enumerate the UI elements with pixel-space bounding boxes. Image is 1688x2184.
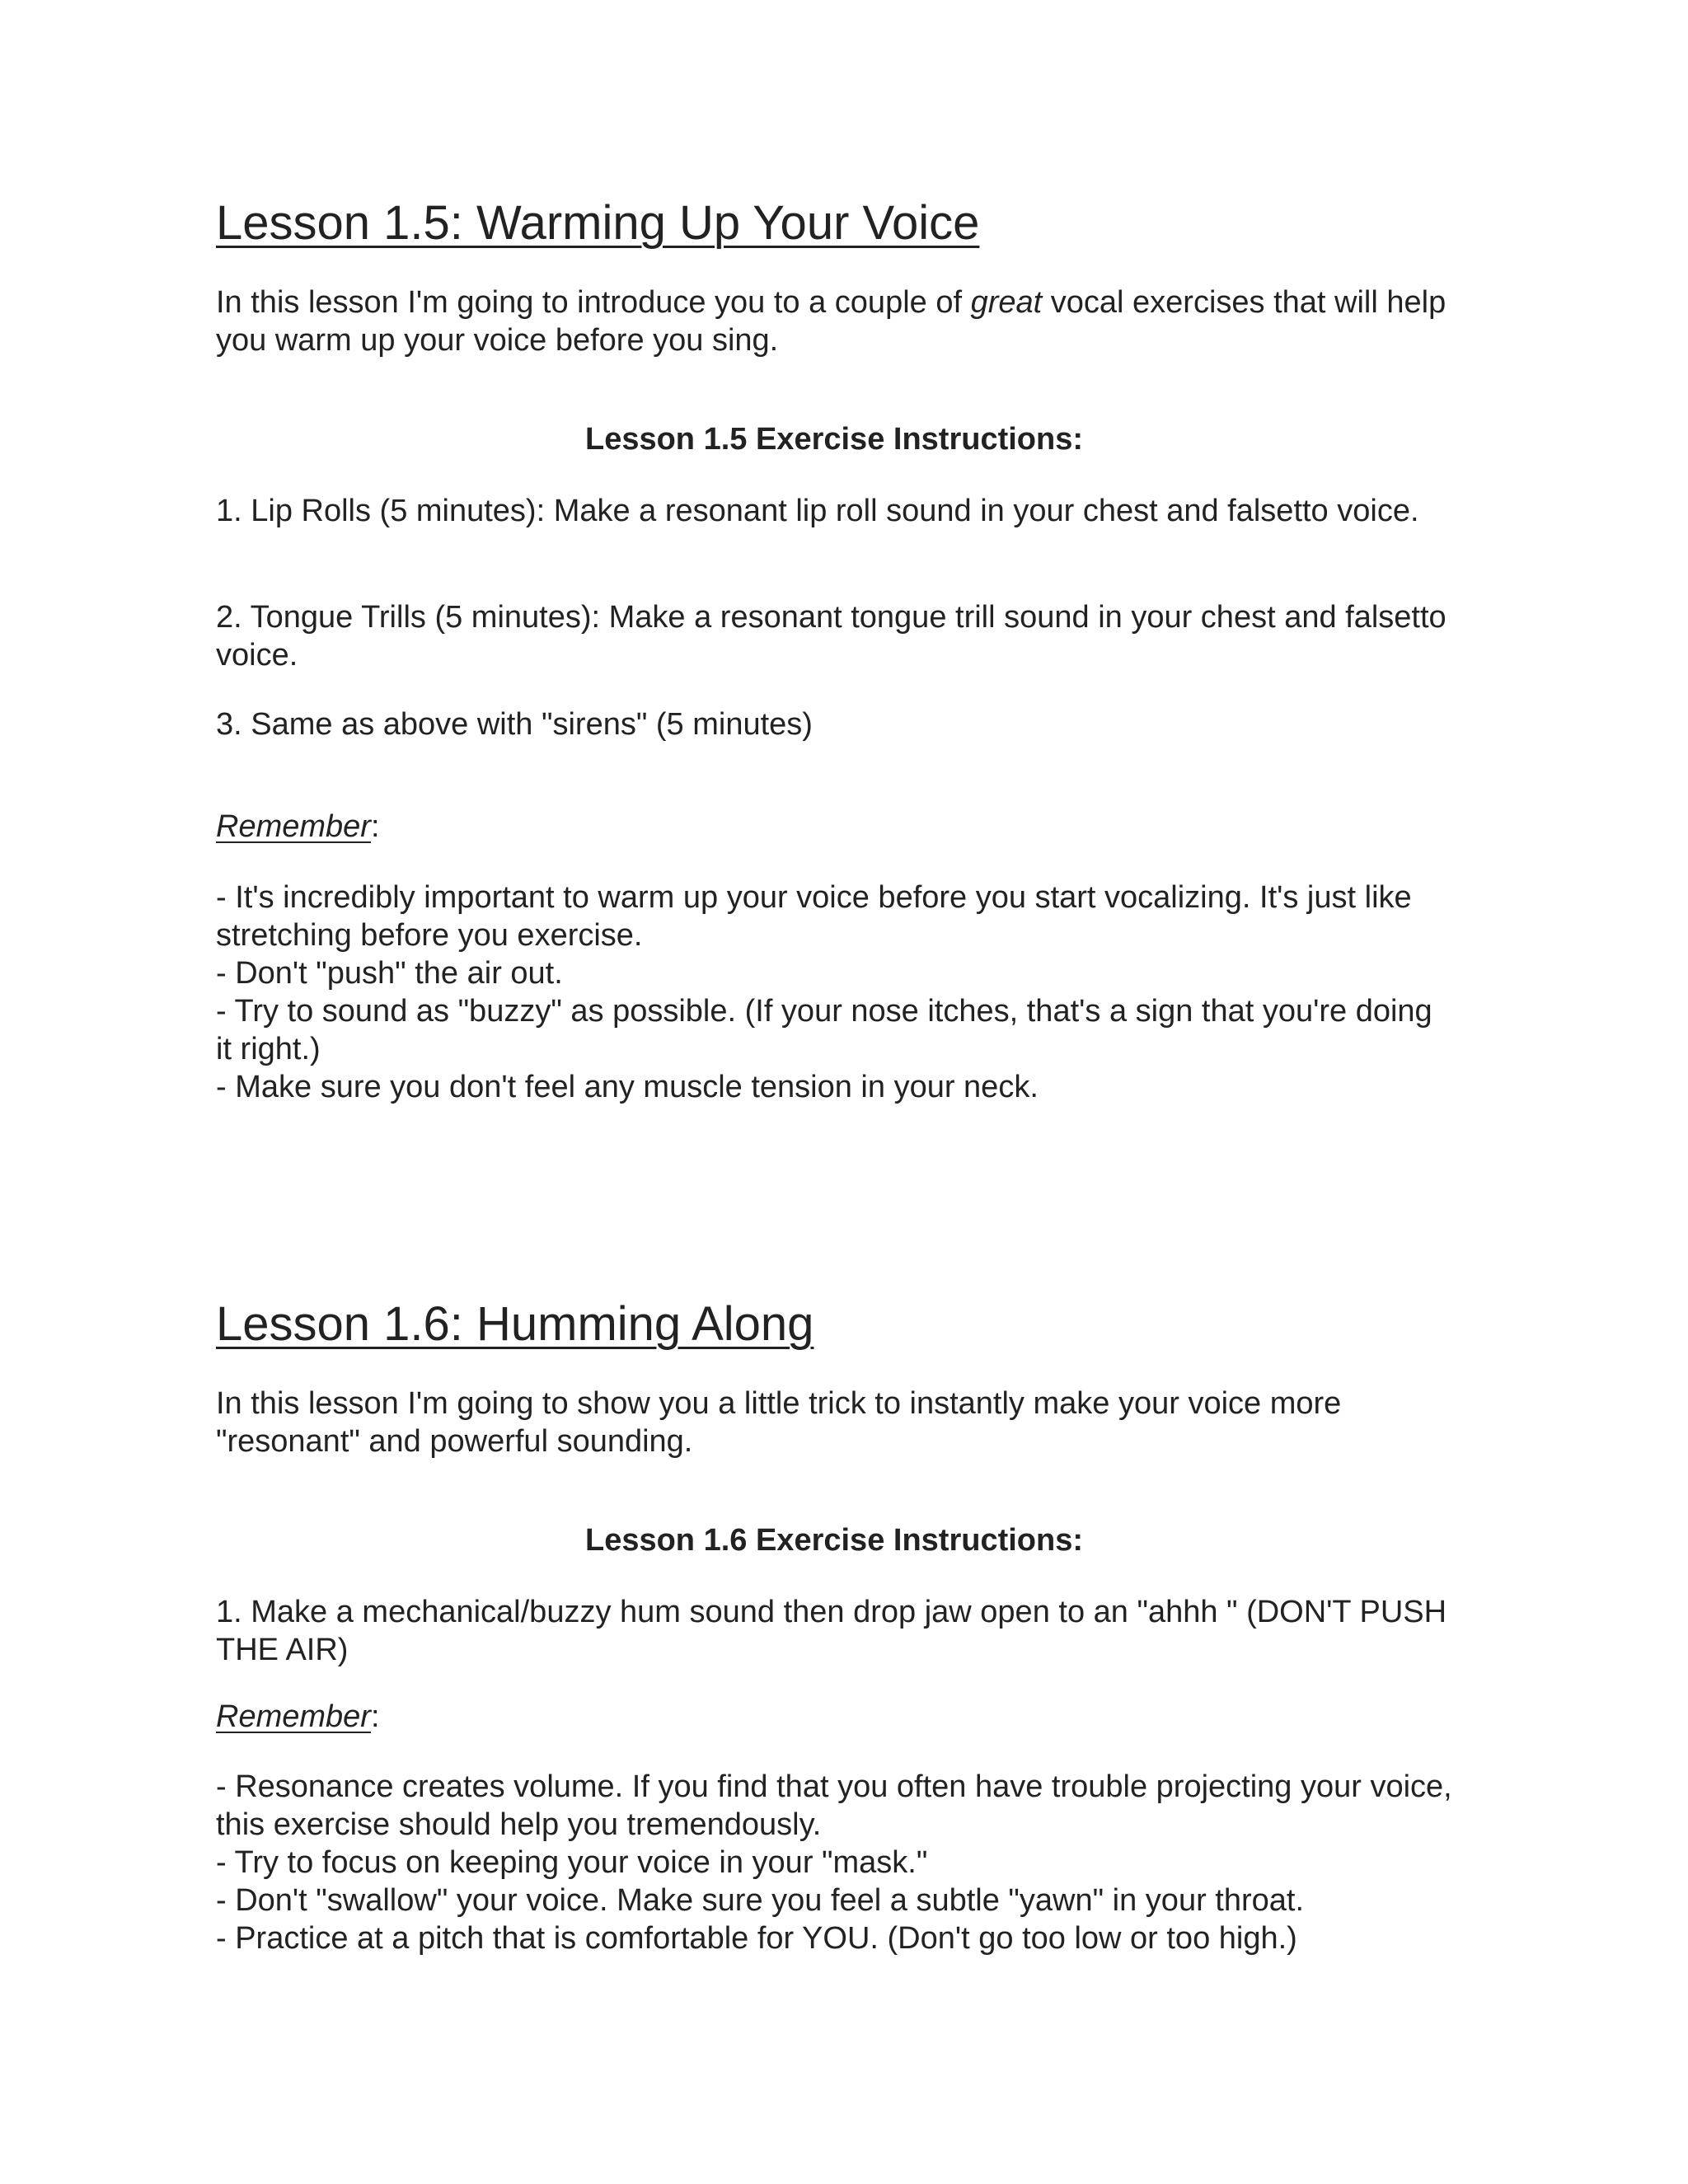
remember-colon: : xyxy=(370,809,380,844)
lesson-1-5-tips xyxy=(216,879,1452,1106)
intro-emphasis: great xyxy=(970,285,1043,320)
lesson-1-5-step-1: 1. Lip Rolls (5 minutes): Make a resonant lip roll sound in your chest and falsetto voice. xyxy=(216,494,1419,528)
remember-word: Remember xyxy=(216,1699,371,1734)
lesson-1-5-remember-label xyxy=(216,808,1452,846)
lesson-1-6-remember-label xyxy=(216,1698,1452,1736)
tip-item: - Practice at a pitch that is comfortable for YOU. (Don't go too low or too high.) xyxy=(216,1921,1297,1956)
remember-word: Remember xyxy=(216,809,371,844)
intro-text-part: In this lesson I'm going to introduce you to a couple of xyxy=(216,285,971,320)
lesson-1-6-title: Lesson 1.6: Humming Along xyxy=(216,1297,814,1351)
tip-item: - It's incredibly important to warm up your voice before you start vocalizing. It's just like stretching before you exercise. xyxy=(216,880,1412,953)
lesson-1-5-intro xyxy=(216,284,1452,359)
lesson-1-5-instructions-heading: Lesson 1.5 Exercise Instructions: xyxy=(584,422,1083,457)
intro-text-part: vocal exercises that will help you warm up your voice before you sing. xyxy=(216,285,1447,358)
lesson-1-5-title: Lesson 1.5: Warming Up Your Voice xyxy=(216,196,980,250)
remember-colon: : xyxy=(370,1699,380,1734)
tip-item: - Try to focus on keeping your voice in your "mask." xyxy=(216,1845,928,1880)
tip-item: - Don't "swallow" your voice. Make sure you feel a subtle "yawn" in your throat. xyxy=(216,1883,1305,1918)
tip-item: - Don't "push" the air out. xyxy=(216,956,563,991)
lesson-1-6-tips xyxy=(216,1768,1452,1957)
lesson-1-5-step-3: 3. Same as above with "sirens" (5 minutes) xyxy=(216,707,813,742)
tip-item: - Resonance creates volume. If you find that you often have trouble projecting your voice, this exercise should help you tremendously. xyxy=(216,1769,1452,1842)
tip-item: - Make sure you don't feel any muscle tension in your neck. xyxy=(216,1070,1039,1104)
lesson-1-6-step-1: 1. Make a mechanical/buzzy hum sound then drop jaw open to an "ahhh " (DON'T PUSH THE AIR) xyxy=(216,1595,1447,1667)
lesson-1-6-intro: In this lesson I'm going to show you a little trick to instantly make your voice more "resonant" and powerful sounding. xyxy=(216,1386,1342,1459)
lesson-1-6-instructions-heading: Lesson 1.6 Exercise Instructions: xyxy=(584,1523,1083,1558)
tip-item: - Try to sound as "buzzy" as possible. (If your nose itches, that's a sign that you're doing it right.) xyxy=(216,994,1432,1066)
lesson-1-5-step-2: 2. Tongue Trills (5 minutes): Make a resonant tongue trill sound in your chest and falsetto voice. xyxy=(216,600,1447,673)
